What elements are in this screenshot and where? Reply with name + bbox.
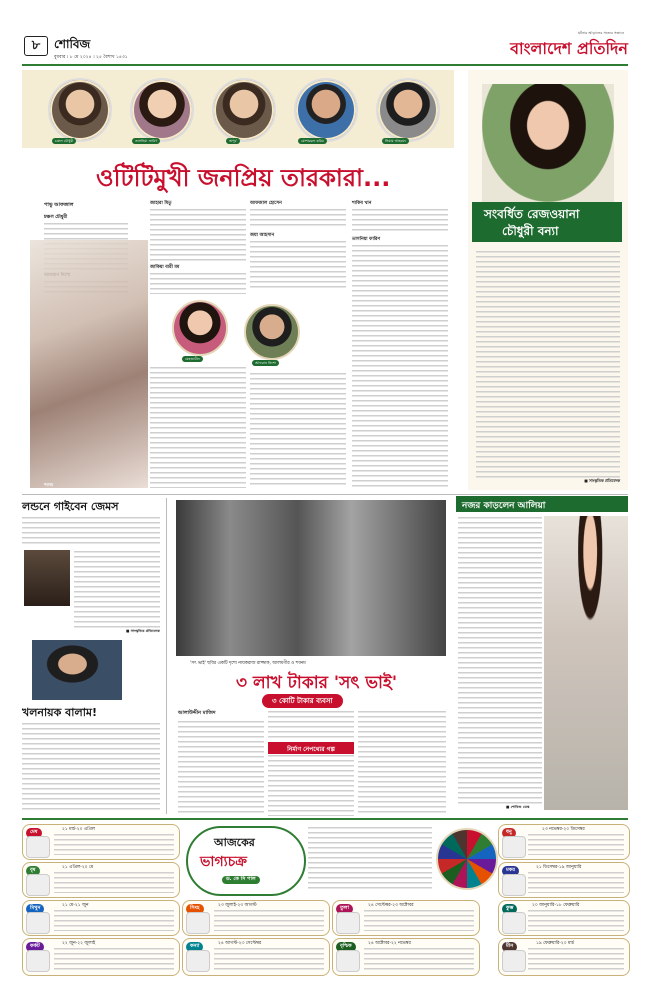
zodiac-text	[528, 833, 624, 855]
dateline: বুধবার । ৮ মে ২০২৪ । ২৫ বৈশাখ ১৪৩১	[54, 55, 128, 60]
avatar-chanchal	[48, 78, 112, 142]
subhead: আফজাল হোসেন	[250, 201, 282, 206]
zodiac-date: ২১ মে-২১ জুন	[62, 903, 89, 908]
horoscope	[22, 818, 628, 978]
sagittarius-icon	[502, 836, 526, 858]
zodiac-name: কন্যা	[186, 942, 203, 952]
film-headline: ৩ লাখ টাকার 'সৎ ভাই'	[236, 673, 398, 693]
avatar-caption: চঞ্চল চৌধুরী	[52, 138, 76, 144]
gemini-icon	[26, 912, 50, 934]
film-photo-caption: 'সৎ ভাই' ছবির একটি দৃশ্যে নায়করাজ রাজ্জাক, আলমগীর ও শবনম	[190, 661, 306, 666]
photo-alia	[544, 516, 628, 810]
column-rule	[166, 498, 167, 814]
section-rule	[22, 494, 628, 495]
masthead: বাংলাদেশ প্রতিদিন	[510, 39, 628, 58]
subhead: চঞ্চল চৌধুরী	[44, 215, 68, 220]
avatar-caption: সিয়াম আহমেদ	[382, 138, 409, 144]
zodiac-date: ২০ জানুয়ারি-১৮ ফেব্রুয়ারি	[532, 903, 580, 908]
zodiac-text	[364, 909, 474, 931]
body-text	[74, 550, 160, 628]
body-text	[250, 208, 346, 228]
avatar-mosharraf	[294, 78, 358, 142]
virgo-icon	[186, 950, 210, 972]
body-text	[178, 720, 264, 816]
scorpio-icon	[336, 950, 360, 972]
circle-strip	[22, 70, 454, 148]
zodiac-text	[54, 909, 174, 931]
section-name: শোবিজ	[54, 37, 91, 51]
zodiac-date: ২৪ সেপ্টেম্বর-২৩ অক্টোবর	[368, 903, 414, 908]
avatar-siam	[376, 78, 440, 142]
avatar-caption: তাসনিয়া ফারিণ	[132, 138, 160, 144]
body-text	[268, 754, 354, 816]
main-story	[22, 200, 454, 490]
zodiac-name: ধনু	[502, 828, 516, 838]
nayak-story	[22, 640, 162, 815]
subhead: শাকিব খান	[352, 201, 372, 206]
masthead-tagline: ঘটনার আড়ালের সত্যের সন্ধানে	[577, 31, 624, 35]
zodiac-name: মেষ	[26, 828, 42, 838]
photo-actress-left	[30, 240, 148, 488]
avatar-apurba	[212, 78, 276, 142]
body-text	[150, 272, 246, 294]
zodiac-text	[54, 871, 174, 893]
zodiac-text	[54, 833, 174, 855]
photo-balam	[32, 640, 122, 700]
libra-icon	[336, 912, 360, 934]
header-rule	[22, 64, 628, 66]
body-text	[150, 366, 246, 488]
london-footer: ■ সাংস্কৃতিক প্রতিবেদক	[126, 629, 160, 633]
body-text	[250, 372, 346, 488]
photo-caption: মেহজাবীন	[182, 356, 203, 362]
page-header	[0, 0, 650, 70]
aries-icon	[26, 836, 50, 858]
alia-story	[456, 496, 628, 816]
byline: পাভু আফজাল	[44, 202, 74, 208]
photo-james	[24, 550, 70, 606]
aquarius-icon	[502, 912, 526, 934]
film-box-title: নির্মাণ নেপথ্যের গল্প	[268, 742, 354, 757]
body-text	[352, 208, 448, 232]
zodiac-date: ২৩ নভেম্বর-২০ ডিসেম্বর	[542, 827, 585, 832]
horoscope-byline: ড. কে সি পাল	[222, 876, 260, 884]
zodiac-text	[214, 909, 324, 931]
zodiac-name: সিংহ	[186, 904, 204, 914]
body-text	[458, 516, 542, 804]
photo-circle-nisho	[244, 304, 300, 360]
zodiac-date: ২৪ অক্টোবর-২২ নভেম্বর	[368, 941, 411, 946]
body-text	[250, 240, 346, 290]
zodiac-text	[214, 947, 324, 971]
capricorn-icon	[502, 874, 526, 896]
pisces-icon	[502, 950, 526, 972]
zodiac-text	[364, 947, 474, 971]
zodiac-name: বৃশ্চিক	[336, 942, 356, 952]
banna-title: সংবর্ধিত রেজওয়ানা	[484, 207, 580, 221]
film-byline: আলাউদ্দীন মাজিদ	[178, 710, 216, 716]
zodiac-date: ২৩ জুলাই-২৩ আগস্ট	[218, 903, 257, 908]
body-text	[150, 208, 246, 262]
banna-title-box	[472, 202, 622, 242]
zodiac-text	[54, 947, 174, 971]
body-text	[352, 244, 448, 490]
zodiac-date: ২৪ আগস্ট-২৩ সেপ্টেম্বর	[218, 941, 262, 946]
zodiac-date: ২১ ডিসেম্বর-১৯ জানুয়ারি	[536, 865, 582, 870]
zodiac-name: মীন	[502, 942, 517, 952]
taurus-icon	[26, 874, 50, 896]
zodiac-name: কুম্ভ	[502, 904, 517, 914]
subhead: জাকিয়া বারী মম	[150, 265, 180, 270]
zodiac-date: ১৯ ফেব্রুয়ারি-২০ মার্চ	[536, 941, 575, 946]
photo-caption: শবনম	[44, 482, 54, 487]
horoscope-title: আজকের	[214, 836, 255, 849]
zodiac-name: কর্কট	[26, 942, 44, 952]
horoscope-title: ভাগ্যচক্র	[200, 854, 247, 870]
photo-film-scene	[176, 500, 446, 656]
subhead: জাহারা মিতু	[150, 201, 172, 206]
photo-caption: আফরান নিশো	[252, 360, 279, 366]
subhead: জয়া আহসান	[250, 233, 275, 238]
page-number-box: ৮	[24, 36, 48, 56]
alia-headline: নজর কাড়লেন আলিয়া	[462, 501, 546, 511]
avatar-caption: অপূর্ব	[226, 138, 240, 144]
horoscope-intro	[308, 826, 432, 892]
photo-banna	[482, 84, 614, 202]
banna-body	[476, 250, 620, 478]
body-text	[22, 722, 160, 812]
banna-footer: ■ সাংস্কৃতিক প্রতিবেদক	[584, 478, 620, 483]
nayak-headline: খলনায়ক বালাম!	[22, 706, 98, 719]
zodiac-date: ২২ জুন-২২ জুলাই	[62, 941, 96, 946]
zodiac-date: ২১ মার্চ-২০ এপ্রিল	[62, 827, 96, 832]
banna-title: চৌধুরী বন্যা	[502, 224, 559, 238]
cancer-icon	[26, 950, 50, 972]
alia-headline-bar	[456, 496, 628, 512]
film-story	[170, 496, 452, 816]
zodiac-name: মকর	[502, 866, 519, 876]
leo-icon	[186, 912, 210, 934]
body-text	[358, 710, 446, 816]
photo-circle-mehazabien	[172, 300, 228, 356]
avatar-farin	[130, 78, 194, 142]
horoscope-title-badge	[186, 826, 306, 896]
zodiac-wheel-icon	[436, 828, 498, 890]
zodiac-date: ২১ এপ্রিল-২০ মে	[62, 865, 94, 870]
zodiac-text	[528, 871, 624, 893]
avatar-caption: মোশাররফ করিম	[298, 138, 327, 144]
zodiac-text	[528, 909, 624, 931]
banna-panel	[468, 70, 628, 490]
zodiac-name: তুলা	[336, 904, 353, 914]
film-subheadline: ৩ কোটি টাকার ব্যবসা	[262, 694, 343, 708]
main-headline: ওটিটিমুখী জনপ্রিয় তারকারা...	[96, 164, 391, 192]
zodiac-text	[528, 947, 624, 971]
subhead: তাসনিয়া ফারিণ	[352, 237, 381, 242]
body-text	[22, 516, 160, 546]
alia-footer: ■ শোবিজ ডেস্ক	[506, 805, 530, 809]
london-headline: লন্ডনে গাইবেন জেমস	[22, 500, 119, 513]
body-text	[268, 710, 354, 740]
zodiac-name: বৃষ	[26, 866, 40, 876]
zodiac-name: মিথুন	[26, 904, 44, 914]
london-story	[22, 498, 162, 638]
